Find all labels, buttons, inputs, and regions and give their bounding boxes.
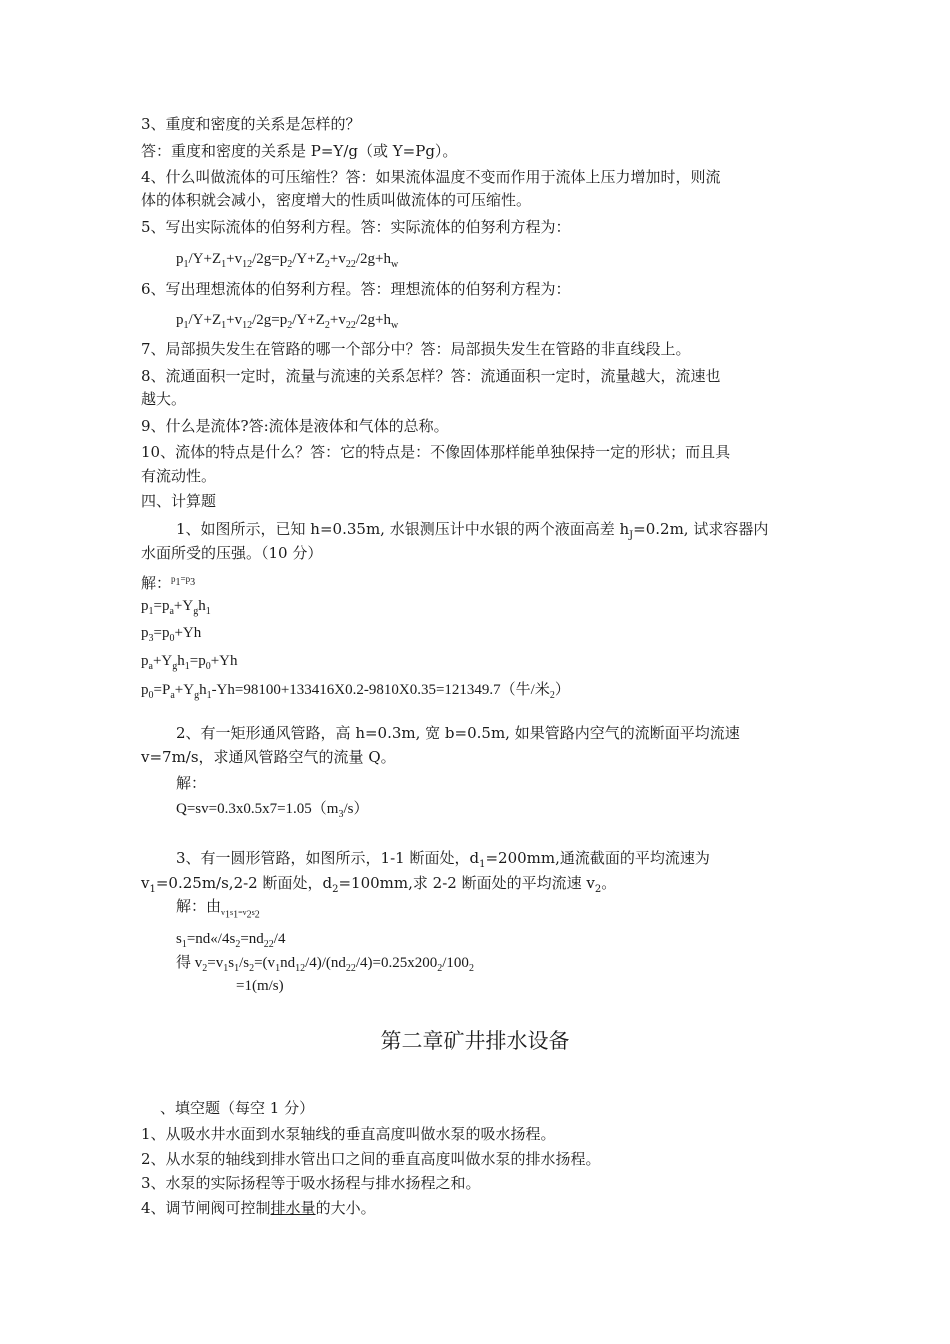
underlined-answer: 排水量 — [270, 1199, 316, 1217]
fill-item-4: 4、调节闸阀可控制排水量的大小。 — [141, 1199, 376, 1217]
calc3-eq-velocity: 得 $v_2=v_1s_1/s_2=(v_1nd_{12}/4)/(nd_{22}/4)=0.25x200_2/100_2$ — [176, 955, 474, 974]
question-3: 3、重度和密度的关系是怎样的？ — [141, 115, 361, 133]
calc1-eq-p1: $p_1=p_a+Y_gh_1$ — [141, 598, 211, 617]
calc3-line2: $v_1=0.25m/s,2-2$ 断面处，$d_2=100mm$,求 2-2 断面处的平均流速 $v_2$。 — [141, 874, 617, 895]
question-10-line1: 10、流体的特点是什么？答：它的特点是：不像固体那样能单独保持一定的形状；而且具 — [141, 443, 731, 461]
fill-item-1: 1、从吸水井水面到水泵轴线的垂直高度叫做水泵的吸水扬程。 — [141, 1125, 556, 1143]
calc3-solution-start: 解：由$_{v_1s_1=v_2s_2}$ — [176, 897, 260, 921]
fill-item-3: 3、水泵的实际扬程等于吸水扬程与排水扬程之和。 — [141, 1174, 481, 1192]
calc3-eq-area: $s_1=nd«/4s_2=nd_{22}/4$ — [176, 931, 286, 950]
calc3-line1: 3、有一圆形管路，如图所示，1-1 断面处，$d_1=200mm$,通流截面的平均流速为 — [176, 849, 710, 870]
calc2-solution-label: 解： — [176, 774, 207, 792]
calc2-eq: $Q=sv=0.3x0.5x7=1.05(m_3/s)$ — [176, 801, 369, 820]
bernoulli-equation-real: $p_1/Y+Z_1+v_{12}/2g=p_2/Y+Z_2+v_{22}/2g+h_w$ — [176, 251, 399, 270]
question-5: 5、写出实际流体的伯努利方程。答：实际流体的伯努利方程为： — [141, 218, 571, 236]
question-9: 9、什么是流体?答:流体是液体和气体的总称。 — [141, 417, 449, 435]
question-8-line1: 8、流通面积一定时，流量与流速的关系怎样？答：流通面积一定时，流量越大，流速也 — [141, 367, 721, 385]
calc1-eq-combined: $p_a+Y_gh_1=p_0+Yh$ — [141, 653, 238, 672]
fill-item-2: 2、从水泵的轴线到排水管出口之间的垂直高度叫做水泵的排水扬程。 — [141, 1150, 601, 1168]
question-6: 6、写出理想流体的伯努利方程。答：理想流体的伯努利方程为： — [141, 280, 571, 298]
answer-3: 答：重度和密度的关系是 P=Y/g（或 Y=Pg）。 — [141, 142, 458, 160]
calc1-eq-p3: $p_3=p_0+Yh$ — [141, 625, 202, 644]
fill-in-heading: 、填空题（每空 1 分） — [160, 1099, 315, 1117]
calc1-line2: 水面所受的压强。（10 分） — [141, 544, 323, 562]
question-10-line2: 有流动性。 — [141, 467, 217, 485]
calc1-solution-start: 解：$^{p_1=p_3}$ — [141, 574, 196, 592]
question-7: 7、局部损失发生在管路的哪一个部分中？答：局部损失发生在管路的非直线段上。 — [141, 340, 691, 358]
question-4-line1: 4、什么叫做流体的可压缩性？答：如果流体温度不变而作用于流体上压力增加时，则流 — [141, 168, 721, 186]
chapter-title: 第二章矿井排水设备 — [380, 1029, 570, 1053]
bernoulli-equation-ideal: $p_1/Y+Z_1+v_{12}/2g=p_2/Y+Z_2+v_{22}/2g+h_w$ — [176, 312, 399, 331]
calc2-line1: 2、有一矩形通风管路，高 h=0.3m, 宽 b=0.5m, 如果管路内空气的流断面平均流速 — [176, 724, 740, 742]
calc3-result: =1(m/s) — [236, 978, 284, 994]
calc2-line2: v=7m/s，求通风管路空气的流量 Q。 — [141, 748, 396, 766]
section-heading-calc: 四、计算题 — [141, 492, 217, 510]
question-8-line2: 越大。 — [141, 390, 187, 408]
calc1-line1: 1、如图所示，已知 h=0.35m, 水银测压计中水银的两个液面高差 $h_J=0.2m$, 试求容器内 — [176, 520, 769, 541]
calc1-eq-result: $p_0=P_a+Y_gh_1-Yh=98100+133416X0.2-9810X0.35=121349.7$（牛/米$_2$） — [141, 682, 570, 701]
question-4-line2: 体的体积就会减小，密度增大的性质叫做流体的可压缩性。 — [141, 191, 532, 209]
